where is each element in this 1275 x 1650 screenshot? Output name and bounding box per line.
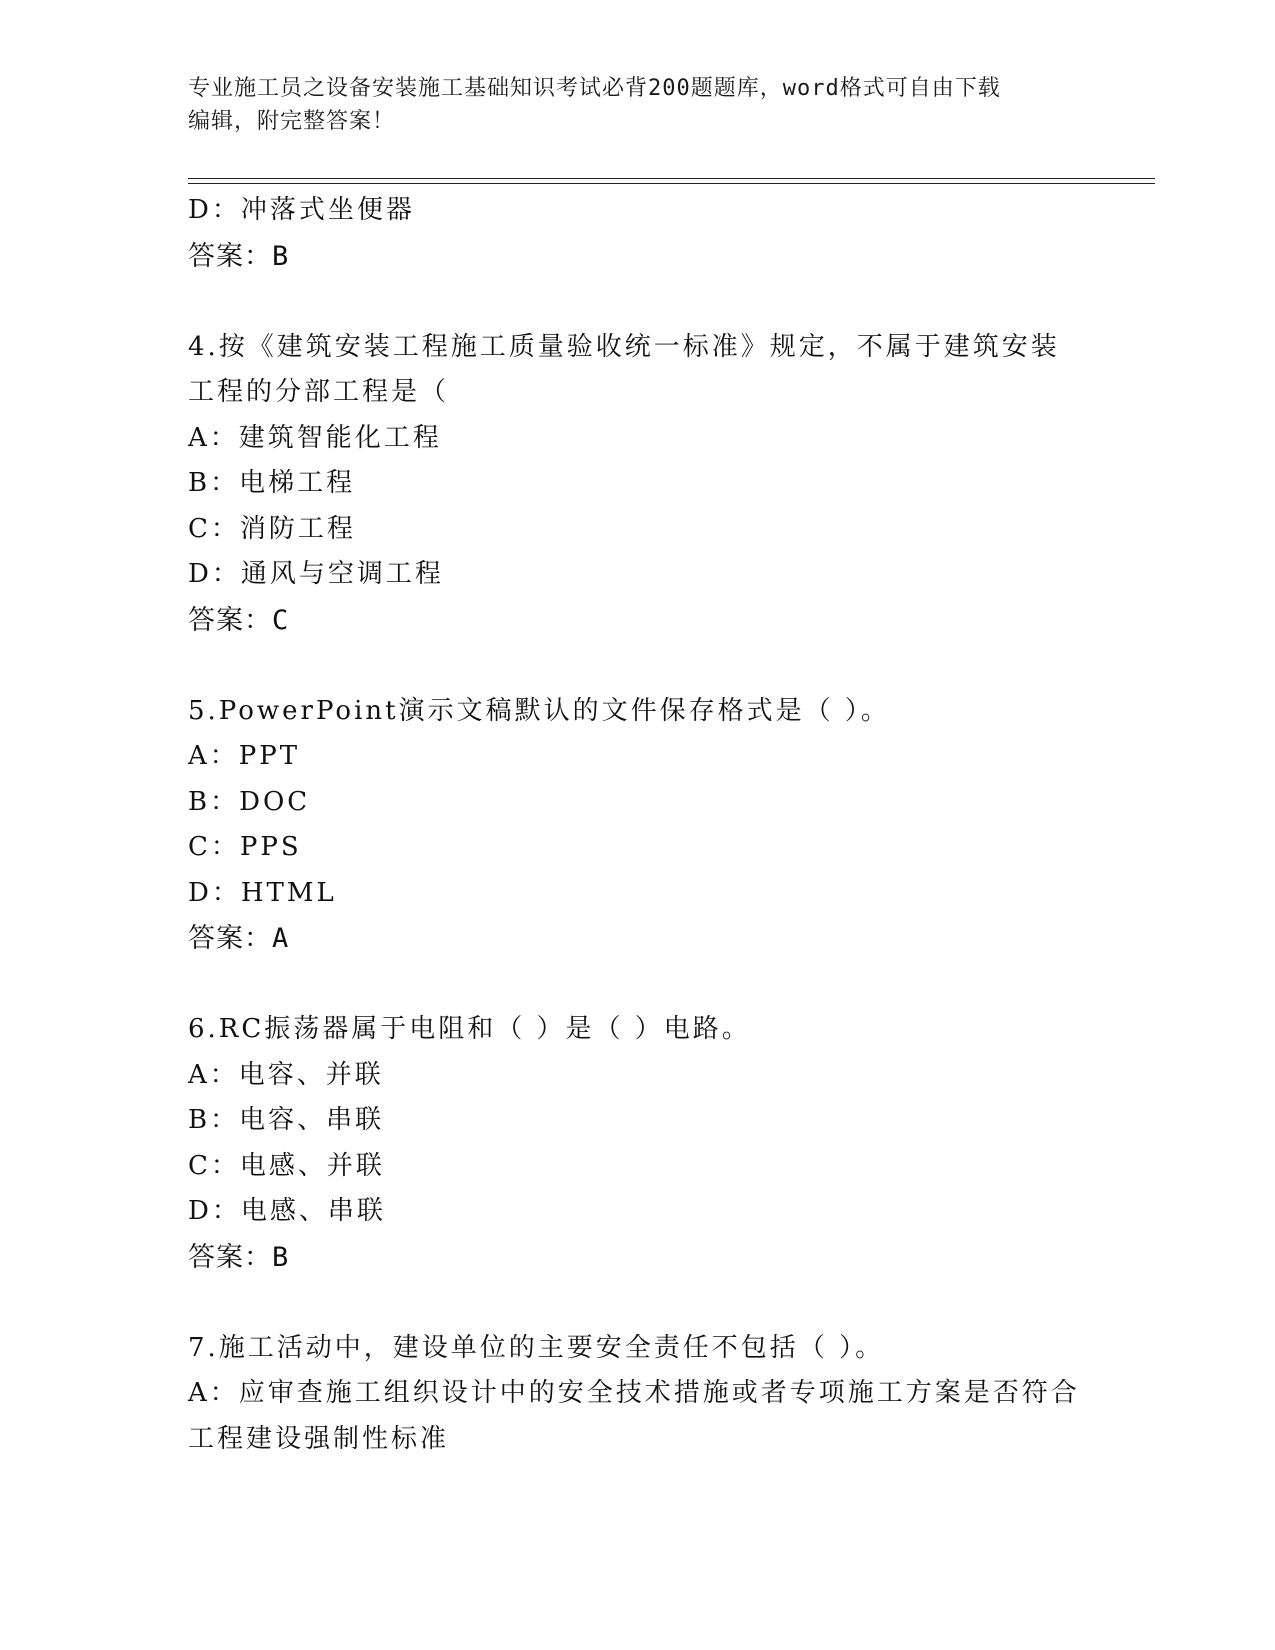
header-title-line-2: 编辑，附完整答案！ bbox=[188, 109, 396, 134]
header-rule-top bbox=[188, 178, 1155, 179]
question-3-tail bbox=[188, 188, 1128, 280]
question-6-option-a: A：电容、并联 bbox=[188, 1059, 384, 1090]
question-4-text-line-1: 4.按《建筑安装工程施工质量验收统一标准》规定，不属于建筑安装 bbox=[188, 331, 1060, 362]
question-5-text: 5.PowerPoint演示文稿默认的文件保存格式是（ ）。 bbox=[188, 695, 890, 726]
document-body bbox=[188, 188, 1128, 1462]
question-6-text: 6.RC振荡器属于电阻和（ ）是（ ）电路。 bbox=[188, 1014, 751, 1044]
question-7 bbox=[188, 1326, 1128, 1463]
header-rule-bottom bbox=[188, 183, 1155, 184]
question-5-option-d: D：HTML bbox=[188, 877, 337, 908]
document-header bbox=[188, 72, 1088, 138]
question-7-option-a-line-1: A：应审查施工组织设计中的安全技术措施或者专项施工方案是否符合 bbox=[188, 1378, 1080, 1408]
question-5-option-a: A：PPT bbox=[188, 741, 301, 771]
question-4-option-a: A：建筑智能化工程 bbox=[188, 422, 442, 453]
header-title-line-1: 专业施工员之设备安装施工基础知识考试必背200题题库，word格式可自由下载 bbox=[188, 76, 1001, 101]
question-4-text-line-2: 工程的分部工程是（ bbox=[188, 377, 450, 407]
question-6-option-d: D：电感、串联 bbox=[188, 1196, 386, 1226]
question-3-answer: 答案：B bbox=[188, 240, 290, 272]
question-5 bbox=[188, 689, 1128, 963]
question-4-answer: 答案：C bbox=[188, 604, 290, 636]
question-5-option-b: B：DOC bbox=[188, 786, 311, 817]
question-5-answer: 答案：A bbox=[188, 923, 290, 954]
question-6-option-c: C：电感、并联 bbox=[188, 1150, 385, 1181]
question-5-option-c: C：PPS bbox=[188, 832, 302, 862]
question-6 bbox=[188, 1007, 1128, 1281]
question-4-option-c: C：消防工程 bbox=[188, 513, 356, 544]
question-3-option-d: D：冲落式坐便器 bbox=[188, 195, 415, 225]
question-4 bbox=[188, 325, 1128, 644]
question-6-option-b: B：电容、串联 bbox=[188, 1105, 385, 1135]
question-4-option-b: B：电梯工程 bbox=[188, 468, 356, 498]
question-7-text: 7.施工活动中，建设单位的主要安全责任不包括（ ）。 bbox=[188, 1332, 885, 1363]
question-7-option-a-line-2: 工程建设强制性标准 bbox=[188, 1423, 450, 1454]
question-6-answer: 答案：B bbox=[188, 1241, 290, 1273]
question-4-option-d: D：通风与空调工程 bbox=[188, 559, 444, 589]
